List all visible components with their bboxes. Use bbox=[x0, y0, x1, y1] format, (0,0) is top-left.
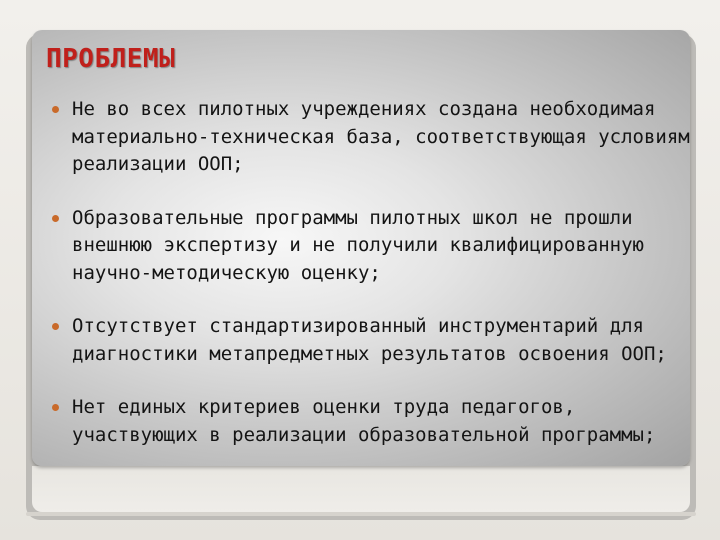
bullet-text-2: Образовательные программы пилотных школ не прошли внешнюю экспертизу и не получили квалифицированную научно-методическую оценку; bbox=[72, 206, 644, 284]
bullet-text-1: Не во всех пилотных учреждениях создана необходимая материально-техническая база, соответствующая условиям реализации ООП; bbox=[72, 98, 690, 175]
bullet-item-3 bbox=[50, 313, 690, 368]
bullet-item-4 bbox=[50, 394, 690, 449]
bullet-dot-icon bbox=[52, 106, 59, 113]
bullet-item-2 bbox=[50, 205, 690, 288]
bullet-dot-icon bbox=[52, 323, 59, 330]
bullet-text-3: Отсутствует стандартизированный инструментарий для диагностики метапредметных результатов освоения ООП; bbox=[72, 315, 667, 365]
bullet-item-1 bbox=[50, 96, 690, 179]
bullet-dot-icon bbox=[52, 404, 59, 411]
frame-bottom-line bbox=[26, 512, 696, 516]
slide-title: ПРОБЛЕМЫ bbox=[46, 44, 176, 74]
bullet-list bbox=[50, 96, 690, 475]
bullet-text-4: Нет единых критериев оценки труда педагогов, участвующих в реализации образовательной программы; bbox=[72, 396, 656, 446]
bullet-dot-icon bbox=[52, 215, 59, 222]
